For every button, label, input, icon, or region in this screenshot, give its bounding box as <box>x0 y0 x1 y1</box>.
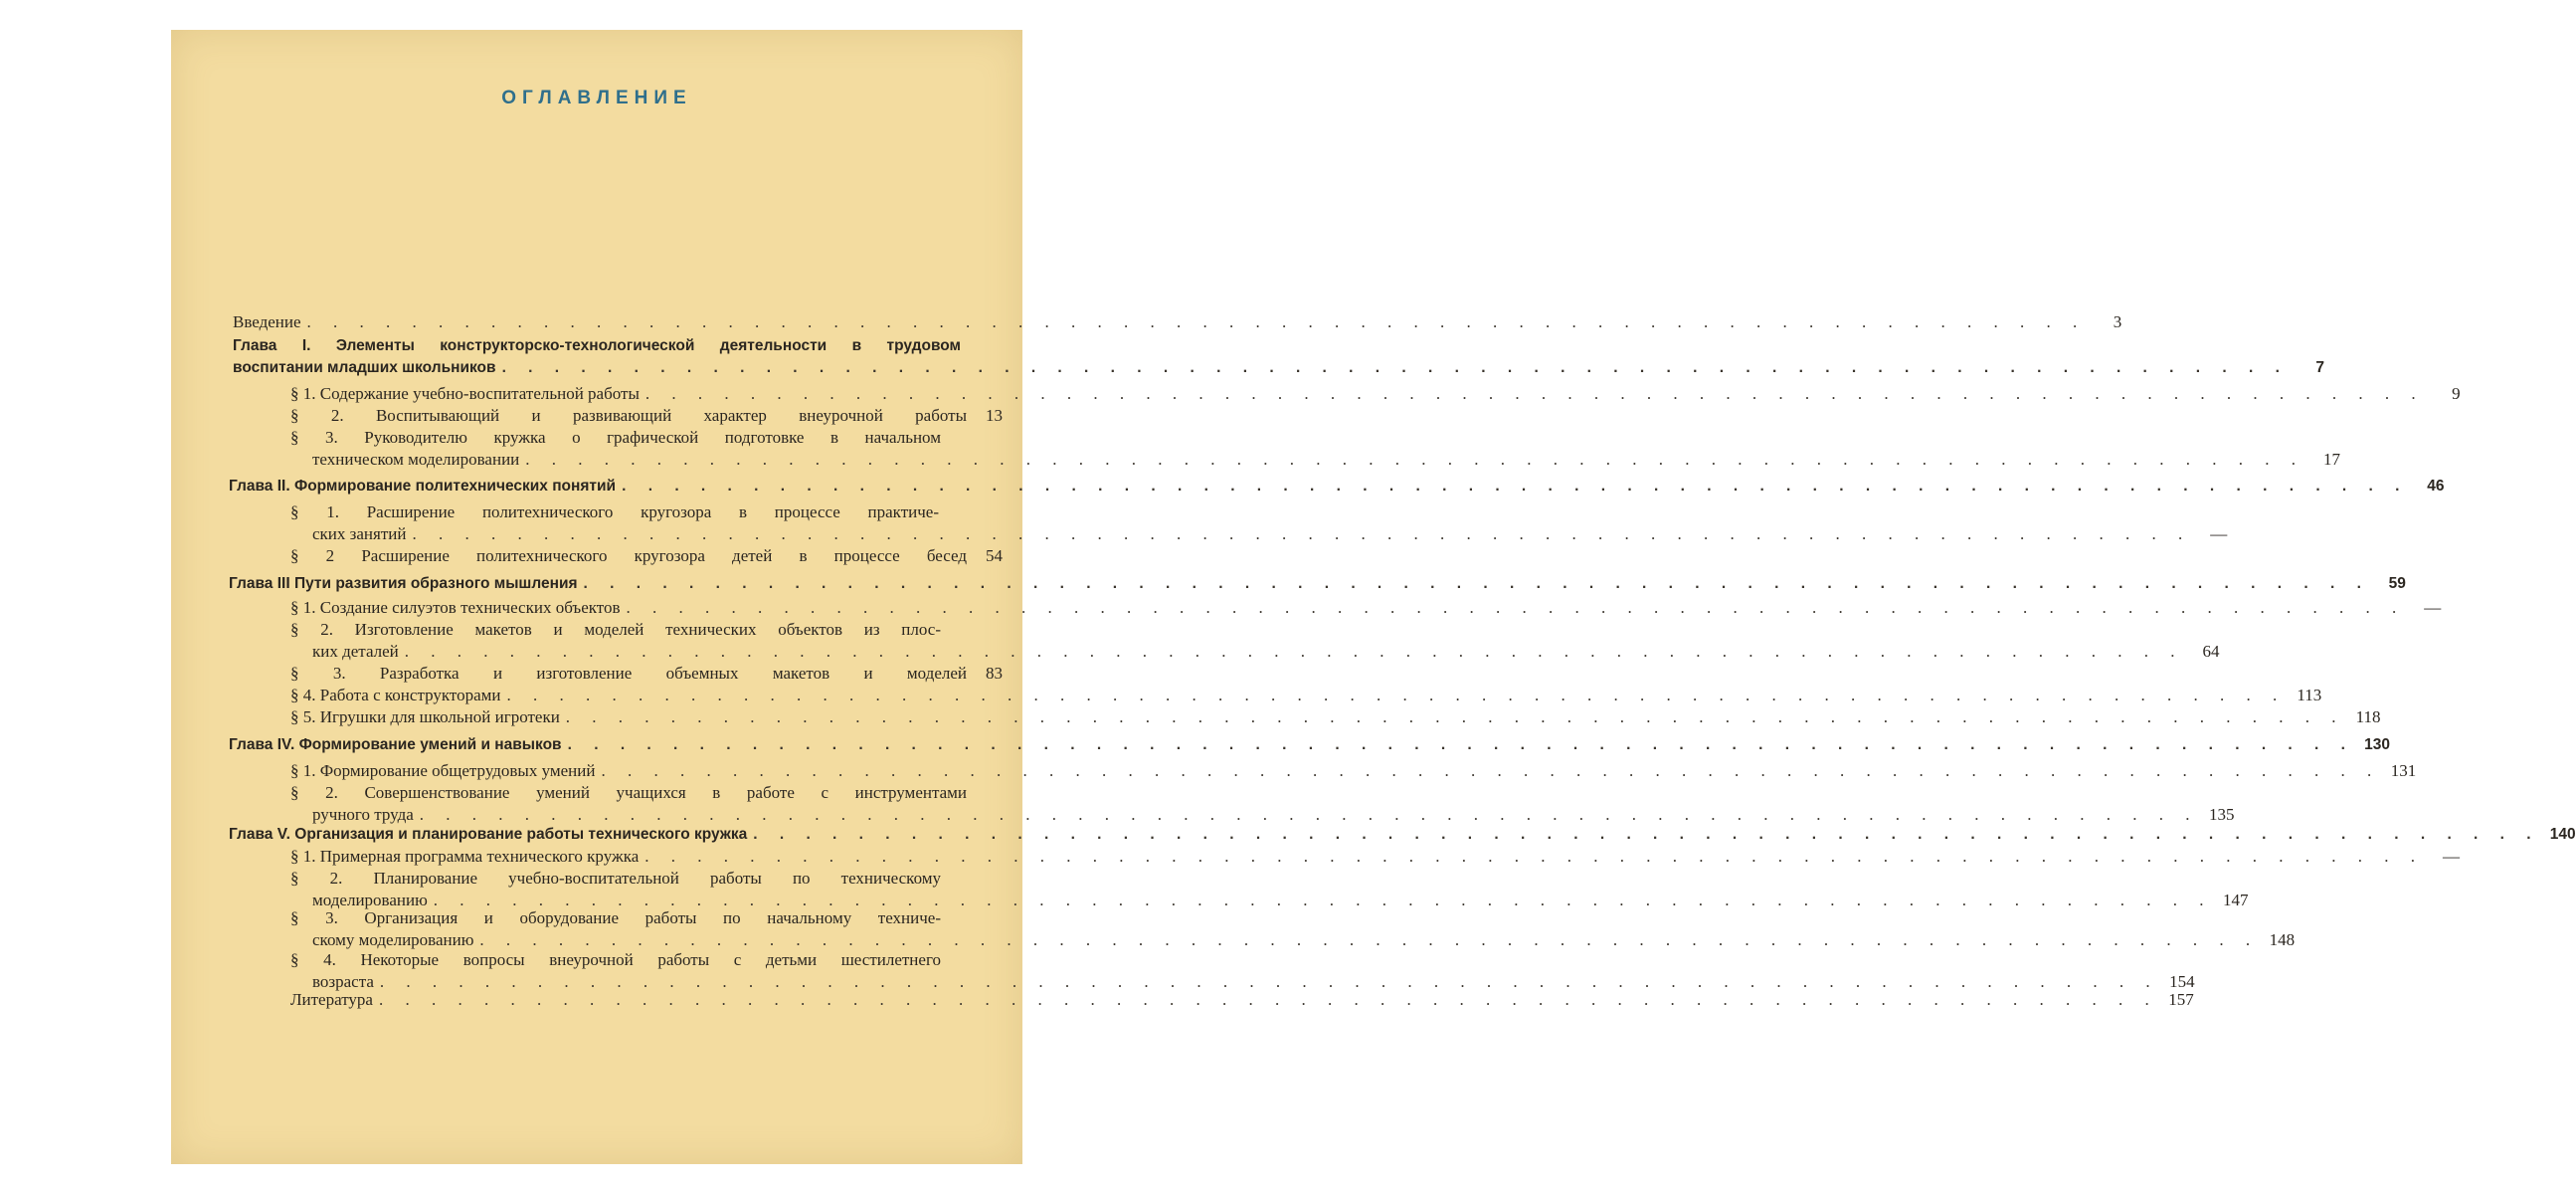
toc-section-5-4[interactable] <box>290 949 941 971</box>
toc-page-number: 140 <box>2549 826 2576 843</box>
toc-page-number: 148 <box>2269 930 2296 949</box>
dot-leader: . . . . . . . . . . . . . . . . . . . . . . . . . . . . . . . . . . . . . . . . . . . . . . . . . . . . . . . . . . . . . . . . . . . . <box>601 761 2381 780</box>
toc-chapter-1-heading[interactable] <box>233 335 961 357</box>
toc-page-number: 135 <box>2209 805 2235 824</box>
toc-section-1-1[interactable] <box>290 383 2461 405</box>
toc-page-number: 154 <box>2169 972 2195 991</box>
toc-entry-text: § 2 Расширение политехнического кругозора детей в процессе бесед <box>290 546 967 565</box>
toc-page-number: 64 <box>2202 642 2220 661</box>
toc-entry-text: воспитании младших школьников <box>233 359 496 376</box>
dot-leader: . . . . . . . . . . . . . . . . . . . . . . . . . . . . . . . . . . . . . . . . . . . . . . . . . . . . . . . . . . . . . . . . . . . . <box>644 847 2425 866</box>
toc-entry-text: Введение <box>233 312 301 331</box>
toc-entry-text: § 1. Формирование общетрудовых умений <box>290 761 596 780</box>
toc-section-3-1[interactable] <box>290 597 2442 619</box>
toc-entry-text: Глава III Пути развития образного мышления <box>229 575 578 592</box>
dot-leader: . . . . . . . . . . . . . . . . . . . . . . . . . . . . . . . . . . . . . . . . . . . . . . . . . . . . . . . . . . . . . . . . . . . . <box>412 524 2192 543</box>
table-of-contents <box>171 30 2576 1164</box>
toc-section-2-1[interactable] <box>290 501 939 523</box>
toc-entry-text: § 1. Расширение политехнического кругозора в процессе практиче- <box>290 502 939 521</box>
book-page <box>171 30 2576 1164</box>
dot-leader: . . . . . . . . . . . . . . . . . . . . . . . . . . . . . . . . . . . . . . . . . . . . . . . . . . . . . . . . . . . . . . . . . . . . <box>379 972 2159 991</box>
toc-entry-text: § 4. Работа с конструкторами <box>290 686 501 704</box>
dot-leader: . . . . . . . . . . . . . . . . . . . . . . . . . . . . . . . . . . . . . . . . . . . . . . . . . . . . . . . . . . . . . . . . . . . . <box>404 642 2184 661</box>
toc-section-4-1[interactable] <box>290 760 2417 782</box>
toc-section-3-2-cont[interactable] <box>312 641 2220 663</box>
toc-page-number: 130 <box>2364 736 2390 753</box>
toc-entry-text: Глава II. Формирование политехнических понятий <box>229 478 617 495</box>
dot-leader: . . . . . . . . . . . . . . . . . . . . . . . . . . . . . . . . . . . . . . . . . . . . . . . . . . . . . . . . . . . . . . . . . . . . <box>506 686 2287 704</box>
toc-page-number: 157 <box>2168 990 2194 1009</box>
dot-leader: . . . . . . . . . . . . . . . . . . . . . . . . . . . . . . . . . . . . . . . . . . . . . . . . . . . . . . . . . . . . . . . . . . . . <box>753 826 2540 843</box>
toc-section-1-2[interactable] <box>290 405 1003 427</box>
toc-page-number: — <box>2424 598 2442 617</box>
toc-entry-text: § 1. Примерная программа технического кружка <box>290 847 640 866</box>
toc-section-4-2[interactable] <box>290 782 967 804</box>
toc-entry-text: Литература <box>290 990 373 1009</box>
dot-leader: . . . . . . . . . . . . . . . . . . . . . . . . . . . . . . . . . . . . . . . . . . . . . . . . . . . . . . . . . . . . . . . . . . . . <box>644 384 2425 403</box>
toc-section-2-2[interactable] <box>290 545 1003 567</box>
toc-entry-text: § 3. Разработка и изготовление объемных макетов и моделей <box>290 664 967 683</box>
toc-entry-text: § 3. Организация и оборудование работы по начальному техниче- <box>290 908 941 927</box>
toc-page-number: 7 <box>2315 359 2324 376</box>
dot-leader: . . . . . . . . . . . . . . . . . . . . . . . . . . . . . . . . . . . . . . . . . . . . . . . . . . . . . . . . . . . . . . . . . . . . <box>525 450 2305 469</box>
toc-entry-text: Глава IV. Формирование умений и навыков <box>229 736 562 753</box>
dot-leader: . . . . . . . . . . . . . . . . . . . . . . . . . . . . . . . . . . . . . . . . . . . . . . . . . . . . . . . . . . . . . . . . . . . . <box>479 930 2260 949</box>
toc-entry-text: моделированию <box>312 891 428 909</box>
toc-entry-text: скому моделированию <box>312 930 474 949</box>
toc-section-5-2[interactable] <box>290 868 941 890</box>
toc-page-number: — <box>2443 847 2461 866</box>
toc-section-5-3[interactable] <box>290 907 941 929</box>
dot-leader: . . . . . . . . . . . . . . . . . . . . . . . . . . . . . . . . . . . . . . . . . . . . . . . . . . . . . . . . . . . . . . . . . . . . <box>378 990 2158 1009</box>
dot-leader: . . . . . . . . . . . . . . . . . . . . . . . . . . . . . . . . . . . . . . . . . . . . . . . . . . . . . . . . . . . . . . . . . . . . <box>622 478 2409 495</box>
toc-entry-text: возраста <box>312 972 374 991</box>
toc-entry-text: § 3. Руководителю кружка о графической подготовке в начальном <box>290 428 941 447</box>
toc-page-number: 54 <box>986 546 1003 565</box>
toc-chapter-3-heading[interactable] <box>229 573 2406 595</box>
toc-entry-text: ских занятий <box>312 524 407 543</box>
toc-section-3-5[interactable] <box>290 706 2381 728</box>
toc-page-number: 9 <box>2452 384 2461 403</box>
toc-chapter-2-heading[interactable] <box>229 476 2445 498</box>
toc-section-3-3[interactable] <box>290 663 1003 685</box>
toc-section-1-3[interactable] <box>290 427 941 449</box>
toc-page-number: 17 <box>2323 450 2341 469</box>
toc-section-3-2[interactable] <box>290 619 941 641</box>
toc-entry-text: техническом моделировании <box>312 450 520 469</box>
dot-leader: . . . . . . . . . . . . . . . . . . . . . . . . . . . . . . . . . . . . . . . . . . . . . . . . . . . . . . . . . . . . . . . . . . . . <box>567 736 2354 753</box>
dot-leader: . . . . . . . . . . . . . . . . . . . . . . . . . . . . . . . . . . . . . . . . . . . . . . . . . . . . . . . . . . . . . . . . . . . . <box>433 891 2213 909</box>
toc-entry-text: § 2. Изготовление макетов и моделей технических объектов из плос- <box>290 620 941 639</box>
toc-section-2-1-cont[interactable] <box>312 523 2228 545</box>
toc-entry-text: § 4. Некоторые вопросы внеурочной работы с детьми шестилетнего <box>290 950 941 969</box>
dot-leader: . . . . . . . . . . . . . . . . . . . . . . . . . . . . . . . . . . . . . . . . . . . . . . . . . . . . . . . . . . . . . . . . . . . . <box>306 312 2087 331</box>
toc-entry-text: ручного труда <box>312 805 414 824</box>
toc-chapter-1-heading-cont[interactable] <box>233 357 2324 379</box>
toc-entry-text: § 1. Создание силуэтов технических объектов <box>290 598 621 617</box>
toc-section-3-4[interactable] <box>290 685 2322 706</box>
toc-entry-introduction[interactable] <box>233 311 2122 333</box>
toc-page-number: 131 <box>2390 761 2417 780</box>
toc-page-number: 13 <box>986 406 1003 425</box>
toc-entry-text: § 2. Воспитывающий и развивающий характер внеурочной работы <box>290 406 967 425</box>
dot-leader: . . . . . . . . . . . . . . . . . . . . . . . . . . . . . . . . . . . . . . . . . . . . . . . . . . . . . . . . . . . . . . . . . . . . <box>626 598 2406 617</box>
toc-chapter-5-heading[interactable] <box>229 824 2576 846</box>
dot-leader: . . . . . . . . . . . . . . . . . . . . . . . . . . . . . . . . . . . . . . . . . . . . . . . . . . . . . . . . . . . . . . . . . . . . <box>583 575 2370 592</box>
toc-section-4-2-cont[interactable] <box>312 804 2235 826</box>
toc-section-1-3-cont[interactable] <box>312 449 2341 471</box>
dot-leader: . . . . . . . . . . . . . . . . . . . . . . . . . . . . . . . . . . . . . . . . . . . . . . . . . . . . . . . . . . . . . . . . . . . . <box>565 707 2345 726</box>
toc-section-5-1[interactable] <box>290 846 2461 868</box>
toc-entry-text: § 5. Игрушки для школьной игротеки <box>290 707 560 726</box>
toc-page-number: 118 <box>2355 707 2381 726</box>
toc-chapter-4-heading[interactable] <box>229 734 2390 756</box>
toc-entry-text: Глава I. Элементы конструкторско-технологической деятельности в трудовом <box>233 337 961 354</box>
toc-entry-bibliography[interactable] <box>290 989 2194 1011</box>
toc-entry-text: § 2. Планирование учебно-воспитательной работы по техническому <box>290 869 941 888</box>
toc-entry-text: § 1. Содержание учебно-воспитательной работы <box>290 384 640 403</box>
toc-entry-text: § 2. Совершенствование умений учащихся в работе с инструментами <box>290 783 967 802</box>
toc-page-number: — <box>2210 524 2228 543</box>
toc-page-number: 83 <box>986 664 1003 683</box>
toc-page-number: 147 <box>2223 891 2249 909</box>
toc-page-number: 59 <box>2388 575 2406 592</box>
toc-page-number: 113 <box>2297 686 2322 704</box>
toc-page-number: 46 <box>2427 478 2445 495</box>
toc-entry-text: Глава V. Организация и планирование работы технического кружка <box>229 826 748 843</box>
toc-entry-text: ких деталей <box>312 642 399 661</box>
toc-section-5-3-cont[interactable] <box>312 929 2296 951</box>
page-title: ОГЛАВЛЕНИЕ <box>501 88 692 108</box>
toc-page-number: 3 <box>2113 312 2122 331</box>
dot-leader: . . . . . . . . . . . . . . . . . . . . . . . . . . . . . . . . . . . . . . . . . . . . . . . . . . . . . . . . . . . . . . . . . . . . <box>501 359 2289 376</box>
dot-leader: . . . . . . . . . . . . . . . . . . . . . . . . . . . . . . . . . . . . . . . . . . . . . . . . . . . . . . . . . . . . . . . . . . . . <box>419 805 2199 824</box>
